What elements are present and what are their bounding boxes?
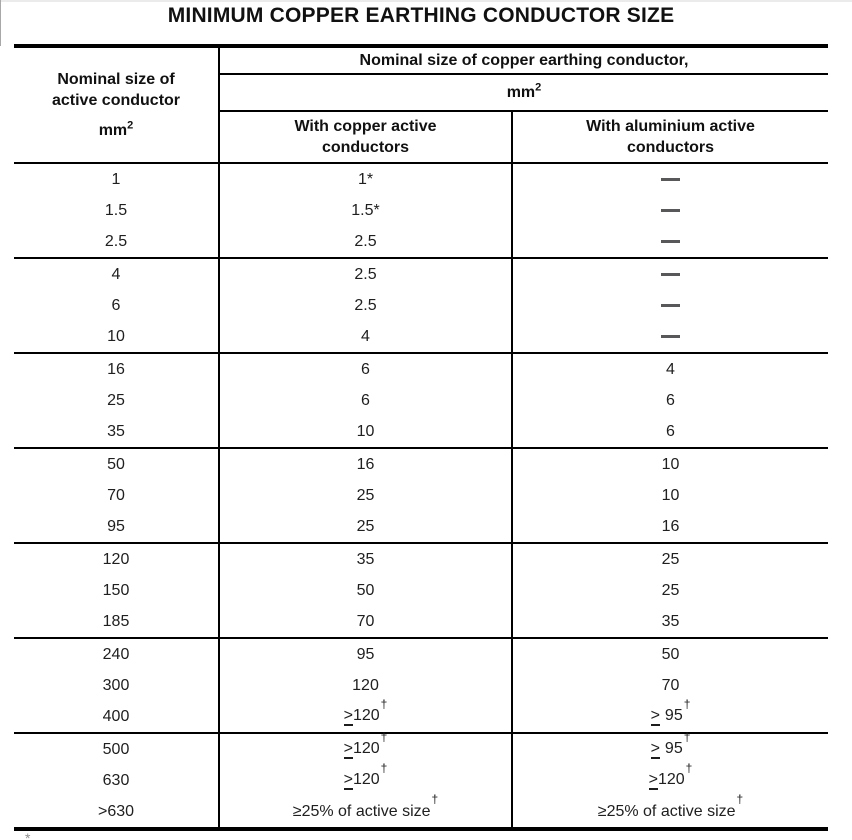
cell-value: 50 — [107, 455, 125, 473]
cell-value: 6 — [666, 422, 675, 440]
cell-value: 95 — [664, 707, 683, 724]
dagger-footnote-mark: † — [380, 760, 388, 775]
cell-aluminium — [512, 226, 828, 258]
table-row — [14, 195, 828, 226]
cell-active — [14, 575, 219, 606]
dagger-footnote-mark: † — [431, 792, 439, 807]
cell-aluminium — [512, 638, 828, 670]
cell-value: 25 — [661, 581, 680, 599]
table-row — [14, 321, 828, 353]
dagger-footnote-mark: † — [736, 792, 744, 807]
cell-active — [14, 321, 219, 353]
cell-aluminium — [512, 575, 828, 606]
dash-placeholder — [661, 209, 680, 212]
cell-aluminium — [512, 696, 828, 733]
cell-active — [14, 701, 219, 733]
cell-copper — [219, 575, 512, 606]
greater-equal-sign: > — [343, 771, 353, 788]
cell-value: 150 — [102, 581, 130, 599]
cell-value: 120 — [657, 771, 685, 788]
cell-value: 35 — [356, 550, 375, 568]
cell-copper — [219, 226, 512, 258]
cell-value: 70 — [661, 676, 680, 694]
cell-value: 25 — [356, 486, 375, 504]
dagger-footnote-mark: † — [685, 760, 693, 775]
earthing-conductor-unit — [219, 74, 828, 111]
cell-aluminium — [512, 606, 828, 638]
dagger-footnote-mark: † — [380, 696, 388, 711]
cell-active — [14, 226, 219, 258]
aluminium-active-header — [512, 111, 828, 163]
cell-aluminium — [512, 195, 828, 226]
greater-equal-sign: > — [343, 707, 353, 724]
unit-squared-sup: 2 — [535, 81, 542, 94]
cell-active — [14, 385, 219, 416]
cell-value: 16 — [661, 517, 680, 535]
cell-aluminium — [512, 163, 828, 195]
cell-value: 70 — [356, 612, 375, 630]
cell-value: 6 — [361, 391, 370, 409]
row-group-2 — [14, 258, 828, 353]
cell-copper — [219, 195, 512, 226]
cell-value: 10 — [661, 455, 680, 473]
cell-active — [14, 606, 219, 638]
cell-value: 16 — [107, 360, 125, 378]
dash-placeholder — [661, 304, 680, 307]
cell-copper — [219, 163, 512, 195]
cell-value: 1 — [111, 170, 121, 188]
copper-active-header-line1: With copper active — [294, 118, 437, 135]
cell-value: 6 — [361, 360, 370, 378]
table-row — [14, 606, 828, 638]
cell-value: 630 — [102, 771, 130, 789]
table-row — [14, 733, 828, 765]
cell-value: 25 — [107, 391, 125, 409]
cell-value: 16 — [356, 455, 375, 473]
cell-copper — [219, 258, 512, 290]
page-title: MINIMUM COPPER EARTHING CONDUCTOR SIZE — [167, 4, 675, 27]
cell-value: 4 — [666, 360, 675, 378]
table-header — [14, 46, 828, 163]
active-conductor-unit — [14, 120, 218, 141]
footnote-asterisk-fragment: * — [25, 830, 31, 840]
table-row — [14, 258, 828, 290]
cell-active — [14, 416, 219, 448]
cell-value: 10 — [107, 327, 125, 345]
cell-aluminium — [512, 760, 828, 796]
cell-value: 2.5 — [354, 296, 377, 314]
row-group-1 — [14, 163, 828, 258]
cell-copper — [219, 290, 512, 321]
cell-aluminium — [512, 792, 828, 829]
table-row — [14, 796, 828, 829]
cell-value: 35 — [107, 422, 125, 440]
cell-aluminium — [512, 480, 828, 511]
copper-active-header — [219, 111, 512, 163]
cell-value: ≥25% of active size — [597, 802, 736, 820]
cell-aluminium — [512, 416, 828, 448]
cell-value: 120 — [352, 740, 380, 757]
unit-mm: mm — [98, 122, 128, 139]
cell-active — [14, 733, 219, 765]
cell-active — [14, 638, 219, 670]
unit-squared-sup: 2 — [127, 119, 134, 132]
cell-aluminium — [512, 353, 828, 385]
greater-equal-sign: > — [650, 740, 660, 757]
cell-value: >630 — [97, 802, 135, 820]
row-group-7 — [14, 729, 828, 829]
cell-value: 120 — [352, 771, 380, 788]
cell-copper — [219, 696, 512, 733]
cell-aluminium — [512, 511, 828, 543]
cell-copper — [219, 385, 512, 416]
table-row — [14, 543, 828, 575]
cell-value: 240 — [102, 645, 130, 663]
cell-aluminium — [512, 670, 828, 701]
cell-aluminium — [512, 321, 828, 353]
greater-equal-sign: > — [650, 707, 660, 724]
cell-value: 120 — [352, 707, 380, 724]
cell-copper — [219, 729, 512, 765]
cell-copper — [219, 792, 512, 829]
table-row — [14, 575, 828, 606]
dash-placeholder — [661, 335, 680, 338]
table-row — [14, 701, 828, 733]
table-row — [14, 290, 828, 321]
cell-copper — [219, 606, 512, 638]
active-conductor-header-line1: Nominal size of — [57, 71, 175, 88]
cell-active — [14, 290, 219, 321]
table-row — [14, 385, 828, 416]
cell-active — [14, 796, 219, 829]
cell-copper — [219, 760, 512, 796]
cell-active — [14, 670, 219, 701]
row-group-6 — [14, 638, 828, 733]
page-left-edge-fragment — [0, 0, 1, 46]
table-row — [14, 353, 828, 385]
cell-value: 10 — [356, 422, 375, 440]
greater-equal-sign: > — [648, 771, 658, 788]
table-row — [14, 511, 828, 543]
cell-aluminium — [512, 448, 828, 480]
cell-value: 1.5* — [351, 201, 380, 219]
table-row — [14, 416, 828, 448]
cell-aluminium — [512, 385, 828, 416]
table-row — [14, 226, 828, 258]
cell-value: 35 — [661, 612, 680, 630]
cell-aluminium — [512, 258, 828, 290]
cell-copper — [219, 416, 512, 448]
cell-value: 4 — [361, 327, 370, 345]
copper-active-header-line2: conductors — [321, 139, 410, 156]
cell-active — [14, 480, 219, 511]
cell-value: 120 — [352, 676, 379, 694]
row-group-5 — [14, 543, 828, 638]
dash-placeholder — [661, 273, 680, 276]
cell-copper — [219, 448, 512, 480]
row-group-3 — [14, 353, 828, 448]
cell-copper — [219, 353, 512, 385]
cell-value: 95 — [107, 517, 125, 535]
table-row — [14, 670, 828, 701]
active-conductor-header — [14, 46, 219, 163]
cell-active — [14, 195, 219, 226]
earthing-conductor-size-table — [14, 44, 828, 831]
table-row — [14, 638, 828, 670]
cell-copper — [219, 321, 512, 353]
cell-value: 1* — [357, 170, 374, 188]
cell-active — [14, 543, 219, 575]
cell-value: 70 — [107, 486, 125, 504]
active-conductor-header-line2: active conductor — [51, 92, 181, 109]
cell-value: ≥25% of active size — [292, 802, 431, 820]
cell-active — [14, 765, 219, 796]
greater-equal-sign: > — [343, 740, 353, 757]
table-row — [14, 163, 828, 195]
cell-value: 2.5 — [354, 265, 377, 283]
cell-active — [14, 163, 219, 195]
cell-copper — [219, 480, 512, 511]
earthing-conductor-header: Nominal size of copper earthing conductor, — [219, 46, 828, 74]
cell-active — [14, 258, 219, 290]
cell-value: 6 — [111, 296, 121, 314]
cell-value: 4 — [111, 265, 121, 283]
cell-value: 1.5 — [104, 201, 128, 219]
table-row — [14, 448, 828, 480]
cell-value: 25 — [356, 517, 375, 535]
cell-value: 2.5 — [104, 232, 128, 250]
cell-value: 500 — [102, 740, 130, 758]
cell-value: 185 — [102, 612, 130, 630]
header-row-1 — [14, 46, 828, 74]
cell-value: 120 — [102, 550, 130, 568]
dash-placeholder — [661, 178, 680, 181]
cell-value: 25 — [661, 550, 680, 568]
cell-aluminium — [512, 290, 828, 321]
table-row — [14, 480, 828, 511]
dagger-footnote-mark: † — [380, 729, 388, 744]
row-group-4 — [14, 448, 828, 543]
cell-value: 2.5 — [354, 232, 377, 250]
cell-aluminium — [512, 543, 828, 575]
cell-value: 300 — [102, 676, 130, 694]
cell-copper — [219, 670, 512, 701]
dagger-footnote-mark: † — [683, 729, 691, 744]
cell-value: 95 — [664, 740, 683, 757]
cell-active — [14, 448, 219, 480]
cell-aluminium — [512, 729, 828, 765]
cell-copper — [219, 511, 512, 543]
table-row — [14, 765, 828, 796]
cell-copper — [219, 638, 512, 670]
dash-placeholder — [661, 240, 680, 243]
cell-value: 400 — [102, 707, 130, 725]
unit-mm: mm — [506, 84, 536, 101]
cell-active — [14, 353, 219, 385]
cell-value: 10 — [661, 486, 680, 504]
aluminium-active-header-line2: conductors — [626, 139, 715, 156]
aluminium-active-header-line1: With aluminium active — [586, 118, 755, 135]
cell-value: 50 — [356, 581, 375, 599]
page-top-edge — [0, 0, 852, 2]
cell-active — [14, 511, 219, 543]
cell-value: 95 — [356, 645, 375, 663]
dagger-footnote-mark: † — [683, 696, 691, 711]
cell-value: 6 — [666, 391, 675, 409]
cell-copper — [219, 543, 512, 575]
cell-value: 50 — [661, 645, 680, 663]
